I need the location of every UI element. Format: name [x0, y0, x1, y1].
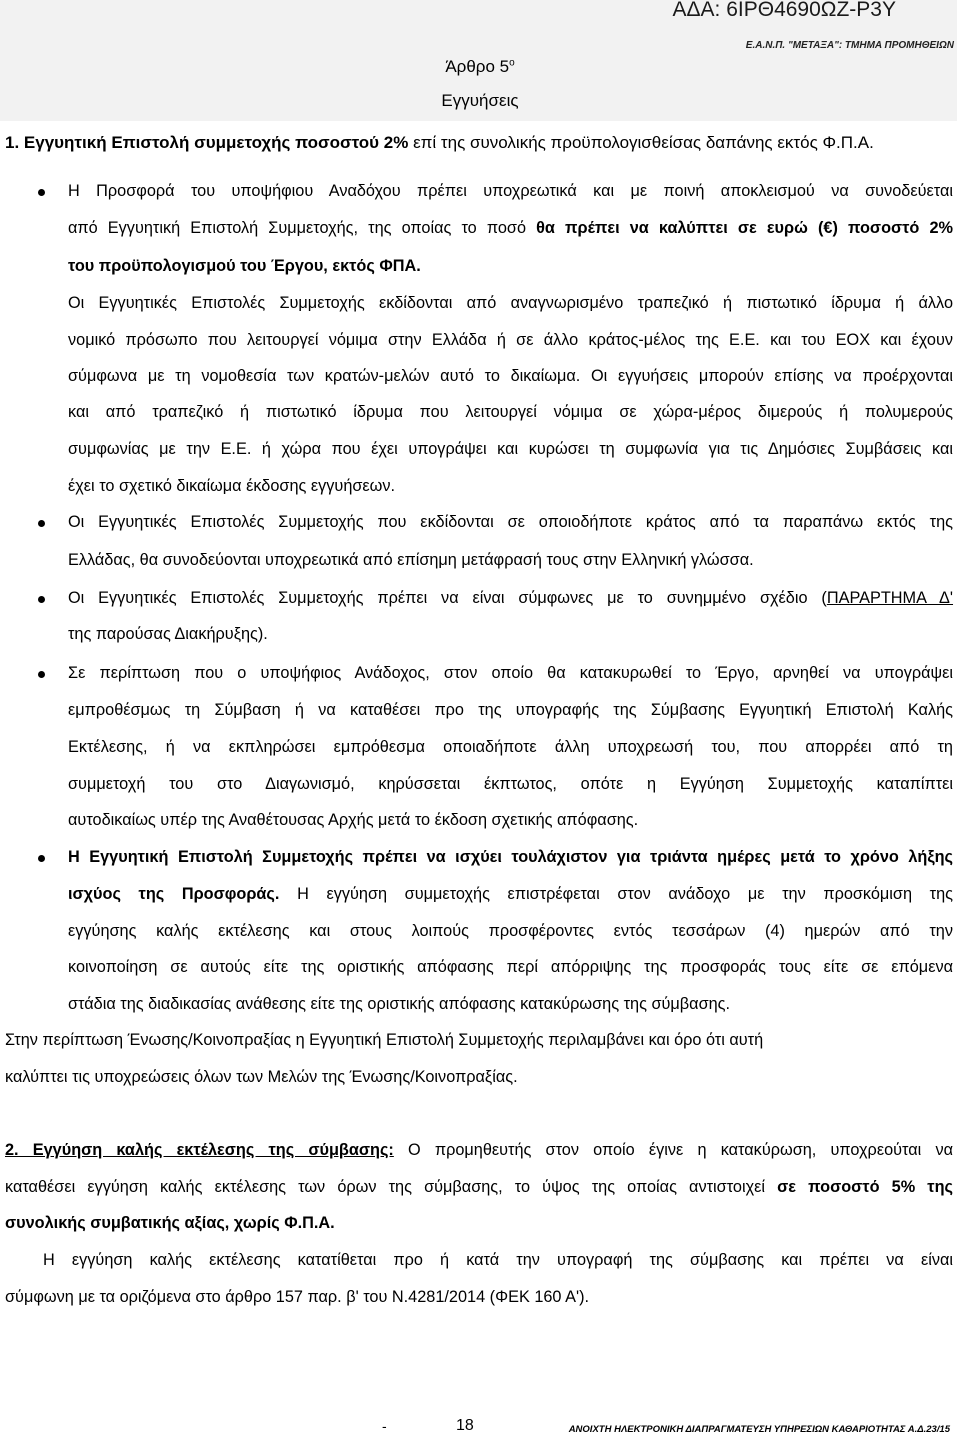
section-2-line5: σύμφωνη με τα οριζόμενα στο άρθρο 157 παρ. β' του Ν.4281/2014 (ΦΕΚ 160 Α'). [5, 1288, 590, 1306]
bullet1-line2 [68, 219, 953, 238]
article-title: Εγγυήσεις [441, 91, 519, 110]
bullet1-line7: και από τραπεζικό ή πιστωτικό ίδρυμα που λειτουργεί νόμιμα σε χώρα-μέρος διμερούς ή πολυμερούς [68, 403, 953, 421]
section-2-line1 [5, 1141, 953, 1160]
bullet-icon [38, 855, 45, 862]
bullet3-line1 [68, 589, 953, 608]
bullet-icon [38, 189, 45, 196]
section-2-line4: Η εγγύηση καλής εκτέλεσης κατατίθεται προ ή κατά την υπογραφή της σύμβασης και πρέπει να είναι [43, 1251, 953, 1269]
bullet1-line9: έχει το σχετικό δικαίωμα έκδοσης εγγυήσεων. [68, 477, 396, 495]
bullet5-line2b: Η εγγύηση συμμετοχής επιστρέφεται στον ανάδοχο με την προσκόμιση της [279, 885, 953, 903]
bullet4-line4: συμμετοχή του στο Διαγωνισμό, κηρύσσεται έκπτωτος, οπότε η Εγγύηση Συμμετοχής καταπίπτει [68, 775, 953, 793]
bullet1-line8: συμφωνίας με την Ε.Ε. ή χώρα που έχει υπογράψει και κυρώσει τη συμφωνία για τις Δημόσιες Συμβάσεις και [68, 440, 953, 458]
bullet4-line2: εμπροθέσμως τη Σύμβαση ή να καταθέσει προ της υπογραφής της Σύμβασης Εγγυητική Επιστολή Καλής [68, 701, 953, 719]
bullet4-line1: Σε περίπτωση που ο υποψήφιος Ανάδοχος, στον οποίο θα κατακυρωθεί το Έργο, αρνηθεί να υπογράψει [68, 664, 953, 682]
bullet-icon [38, 671, 45, 678]
bullet5-line2a: ισχύος της Προσφοράς. [68, 885, 280, 903]
footer-text: ΑΝΟΙΧΤΗ ΗΛΕΚΤΡΟΝΙΚΗ ΔΙΑΠΡΑΓΜΑΤΕΥΣΗ ΥΠΗΡΕΣΙΩΝ ΚΑΘΑΡΙΟΤΗΤΑΣ Α.Δ.23/15 [568, 1424, 950, 1435]
bullet1-line4: Οι Εγγυητικές Επιστολές Συμμετοχής εκδίδονται από αναγνωρισμένο τραπεζικό ή πιστωτικό ίδρυμα ή άλλο [68, 294, 953, 312]
bullet5-line1: Η Εγγυητική Επιστολή Συμμετοχής πρέπει να ισχύει τουλάχιστον για τριάντα ημέρες μετά το χρόνο λήξης [68, 848, 953, 866]
bullet-icon [38, 596, 45, 603]
ada-code: ΑΔΑ: 6ΙΡΘ4690ΩΖ-Ρ3Υ [672, 0, 896, 21]
section-1-heading [5, 133, 950, 153]
bullet5-line2 [68, 885, 953, 904]
section-1-title-rest: επί της συνολικής προϋπολογισθείσας δαπάνης εκτός Φ.Π.Α. [408, 133, 874, 152]
article-number-text: Άρθρο 5 [445, 57, 510, 76]
joint-line2: καλύπτει τις υποχρεώσεις όλων των Μελών της Ένωσης/Κοινοπραξίας. [5, 1068, 518, 1086]
bullet1-line1: Η Προσφορά του υποψήφιου Αναδόχου πρέπει υποχρεωτικά και με ποινή αποκλεισμού να συνοδεύεται [68, 182, 953, 200]
bullet5-line4: κοινοποίηση σε αυτούς είτε της οριστικής απόφασης περί απόρριψης της προσφοράς τους είτε σε επόμενα [68, 958, 953, 976]
bullet5-line3: εγγύησης καλής εκτέλεσης και στους λοιπούς προσφέροντες εντός τεσσάρων (4) ημερών από την [68, 922, 953, 940]
section-2-line1-rest: Ο προμηθευτής στον οποίο έγινε η κατακύρωση, υποχρεούται να [393, 1141, 953, 1159]
bullet3-line1a: Οι Εγγυητικές Επιστολές Συμμετοχής πρέπει να είναι σύμφωνες με το συνημμένο σχέδιο ( [68, 589, 827, 607]
section-2-title: 2. Εγγύηση καλής εκτέλεσης της σύμβασης: [5, 1141, 394, 1159]
bullet3-line2: της παρούσας Διακήρυξης). [68, 625, 268, 643]
bullet1-line2a: από Εγγυητική Επιστολή Συμμετοχής, της οποίας το ποσό [68, 219, 537, 237]
bullet5-line5: στάδια της διαδικασίας ανάθεσης είτε της οριστικής απόφασης κατακύρωσης της σύμβασης. [68, 995, 731, 1013]
bullet1-line3: του προϋπολογισμού του Έργου, εκτός ΦΠΑ. [68, 257, 421, 275]
bullet4-line5: αυτοδικαίως υπέρ της Αναθέτουσας Αρχής μετά το έκδοση σχετικής απόφασης. [68, 811, 639, 829]
bullet1-line5: νομικό πρόσωπο που λειτουργεί νόμιμα στην Ελλάδα ή σε άλλο κράτος-μέλος της Ε.Ε. και του ΕΟΧ και έχουν [68, 331, 953, 349]
article-number-sup: ο [509, 57, 515, 69]
bullet-icon [38, 520, 45, 527]
section-2-line2b: σε ποσοστό 5% της [777, 1178, 953, 1196]
bullet1-line2b: θα πρέπει να καλύπτει σε ευρώ (€) ποσοστό 2% [536, 219, 954, 237]
bullet2-line2: Ελλάδας, θα συνοδεύονται υποχρεωτικά από επίσημη μετάφρασή τους στην Ελληνική γλώσσα. [68, 551, 754, 569]
section-1-title-bold: 1. Εγγυητική Επιστολή συμμετοχής ποσοστού 2% [5, 133, 409, 152]
section-2-line2 [5, 1178, 953, 1197]
agency-label: Ε.Α.Ν.Π. "ΜΕΤΑΞΑ": ΤΜΗΜΑ ΠΡΟΜΗΘΕΙΩΝ [745, 40, 954, 51]
bullet4-line3: Εκτέλεσης, ή να εκπληρώσει εμπρόθεσμα οποιαδήποτε άλλη υποχρεωσή του, που απορρέει από τη [68, 738, 953, 756]
article-number [0, 57, 960, 77]
bullet2-line1: Οι Εγγυητικές Επιστολές Συμμετοχής που εκδίδονται σε οποιοδήποτε κράτος από τα παραπάνω εκτός της [68, 513, 953, 531]
section-2-line2a: καταθέσει εγγύηση καλής εκτέλεσης των όρων της σύμβασης, το ύψος της οποίας αντιστοιχεί [5, 1178, 778, 1196]
joint-line1: Στην περίπτωση Ένωσης/Κοινοπραξίας η Εγγυητική Επιστολή Συμμετοχής περιλαμβάνει και όρο ότι αυτή [5, 1031, 764, 1049]
page-number: 18 [456, 1417, 474, 1434]
annex-reference: ΠΑΡΑΡΤΗΜΑ Δ' [826, 589, 954, 607]
bullet1-line6: σύμφωνα με τη νομοθεσία των κρατών-μελών αυτό το δικαίωμα. Οι εγγυήσεις μπορούν επίσης να προέρχονται [68, 367, 953, 385]
footer-dash: - [382, 1418, 387, 1434]
section-2-line3: συνολικής συμβατικής αξίας, χωρίς Φ.Π.Α. [5, 1214, 335, 1232]
